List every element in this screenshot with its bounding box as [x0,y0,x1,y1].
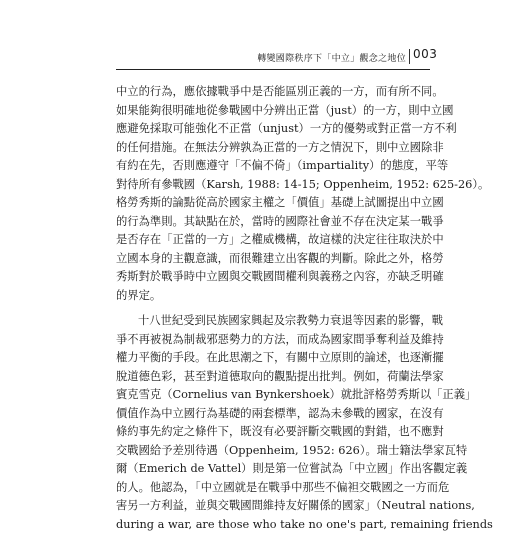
text-line: 格勞秀斯的論點從高於國家主權之「價值」基礎上試圖提出中立國 [116,194,430,213]
text-line: 爭不再被視為制裁邪惡勢力的方法，而成為國家間爭奪利益及維持 [116,331,430,350]
page-number: 003 [413,47,437,61]
text-line: 秀斯對於戰爭時中立國與交戰國間權利與義務之內容，亦缺乏明確 [116,268,430,287]
text-line: 是否存在「正當的一方」之權威機構，故這樣的決定往往取決於中 [116,231,430,250]
text-line: 條約事先約定之條件下，既沒有必要評斷交戰國的對錯，也不應對 [116,423,430,442]
header-rule [116,69,430,70]
text-line: 的人。他認為，「中立國就是在戰爭中那些不偏袒交戰國之一方而危 [116,479,430,498]
text-line: 中立的行為，應依據戰爭中是否能區別正義的一方，而有所不同。 [116,83,430,102]
text-line: 的行為準則。其缺點在於，當時的國際社會並不存在決定某一戰爭 [116,213,430,232]
header-divider [409,49,410,64]
text-line: 如果能夠很明確地從參戰國中分辨出正當（just）的一方，則中立國 [116,102,430,121]
paragraph-2 [116,312,430,534]
text-line: 賓克雪克（Cornelius van Bynkershoek）就批評格勞秀斯以「正義」 [116,386,430,405]
text-line: 對待所有參戰國（Karsh, 1988: 14-15; Oppenheim, 1952: 625-26）。 [116,176,430,195]
running-header [244,50,406,64]
text-line: 有約在先，否則應遵守「不偏不倚」（impartiality）的態度，平等 [116,157,430,176]
body-text [116,83,430,534]
paragraph-spacer [116,305,430,312]
text-line: 應避免採取可能強化不正當（unjust）一方的優勢或對正當一方不利 [116,120,430,139]
text-line: 交戰國給予差別待遇（Oppenheim, 1952: 626）。瑞士籍法學家瓦特 [116,442,430,461]
text-line: 十八世紀受到民族國家興起及宗教勢力衰退等因素的影響，戰 [116,312,430,331]
text-line: 害另一方利益，並與交戰國間維持友好關係的國家」（Neutral nations, [116,497,430,516]
text-line: 的任何措施。在無法分辨孰為正當的一方之情況下，則中立國除非 [116,139,430,158]
text-line: 價值作為中立國行為基礎的兩套標準，認為未參戰的國家，在沒有 [116,405,430,424]
paragraph-1 [116,83,430,305]
text-line: 脫道德色彩，甚至對道德取向的觀點提出批判。例如，荷蘭法學家 [116,368,430,387]
text-line: 爾（Emerich de Vattel）則是第一位嘗試為「中立國」作出客觀定義 [116,460,430,479]
running-title: 轉變國際秩序下「中立」觀念之地位 [257,51,406,64]
text-line: 的界定。 [116,287,430,306]
text-line: during a war, are those who take no one's part, remaining friends [116,516,430,534]
text-line: 立國本身的主觀意識，而很難建立出客觀的判斷。除此之外，格勞 [116,250,430,269]
text-line: 權力平衡的手段。在此思潮之下，有關中立原則的論述，也逐漸擺 [116,349,430,368]
